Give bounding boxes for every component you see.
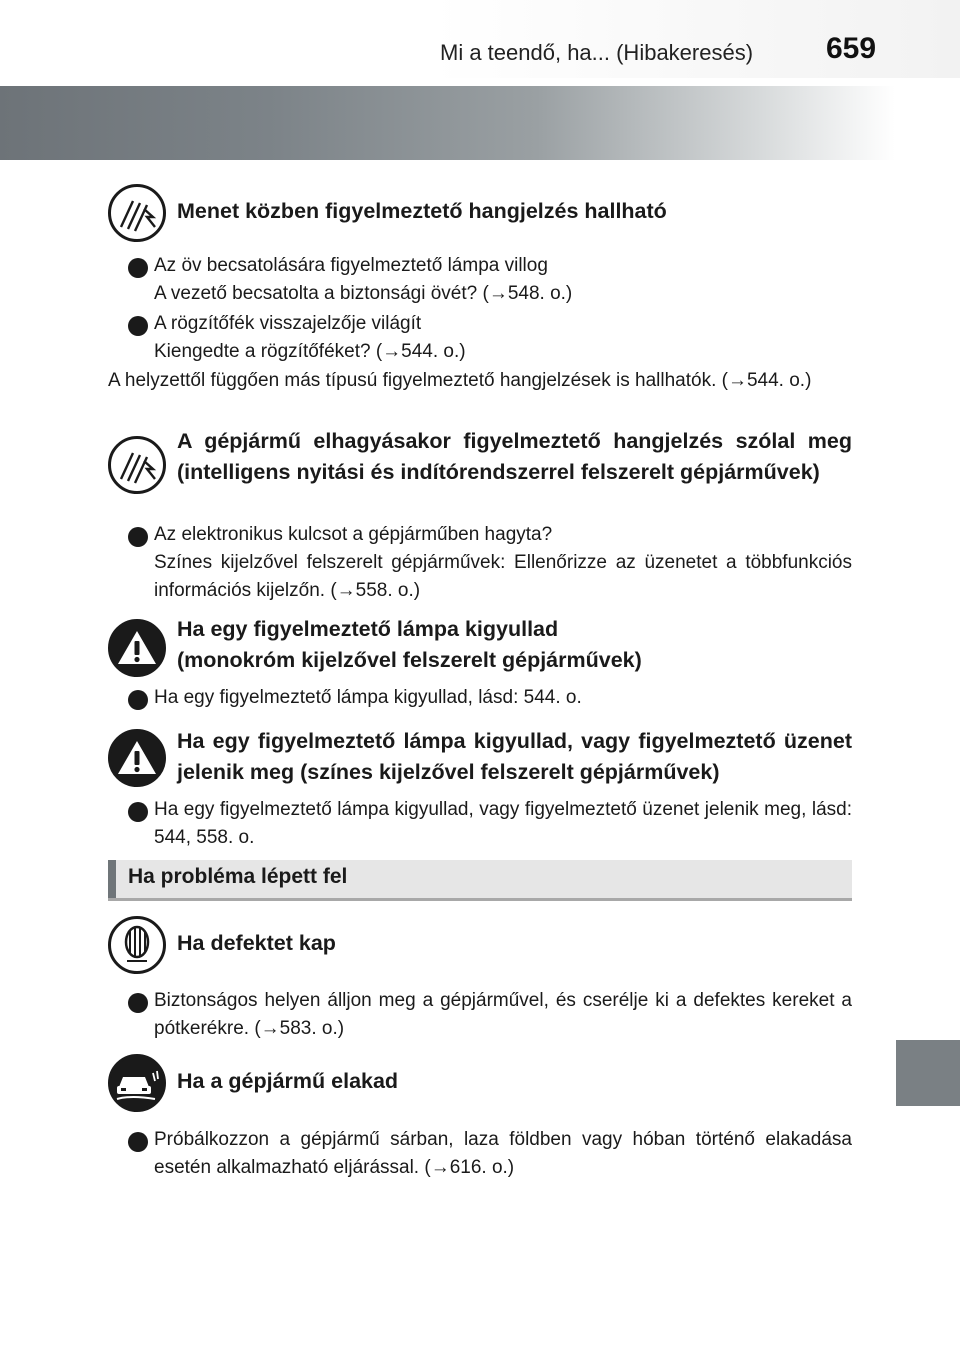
bullet-icon: [128, 527, 148, 547]
header-strip: [0, 0, 960, 78]
bullet-icon: [128, 316, 148, 336]
flat-tire-icon: [108, 916, 166, 974]
section-bar-label: Ha probléma lépett fel: [128, 865, 348, 888]
warning-buzzer-icon: [108, 436, 166, 494]
bullet-text: Az elektronikus kulcsot a gépjárműben hagyta?: [154, 524, 553, 545]
section-heading: A gépjármű elhagyásakor figyelmeztető hangjelzés szólal meg (intelligens nyitási és indítórendszerrel felszerelt gépjárművek): [177, 429, 852, 484]
exclamation-icon: [108, 619, 166, 677]
bullet-text: Kiengedte a rögzítőféket? (→544. o.): [154, 341, 466, 362]
page-number: 659: [826, 32, 877, 65]
section-heading: Ha a gépjármű elakad: [177, 1069, 399, 1093]
bullet-text: Próbálkozzon a gépjármű sárban, laza földben vagy hóban történő elakadása esetén alkalmazható eljárással. (→616. o.): [154, 1129, 852, 1178]
chapter-banner: [0, 86, 895, 160]
exclamation-icon: [108, 729, 166, 787]
bullet-text: Ha egy figyelmeztető lámpa kigyullad, vagy figyelmeztető üzenet jelenik meg, lásd: 544, 558. o.: [154, 799, 852, 848]
section-bar-accent: [108, 860, 116, 898]
bullet-icon: [128, 258, 148, 278]
bullet-text: Az öv becsatolására figyelmeztető lámpa villog: [154, 255, 548, 276]
stuck-car-icon: [108, 1054, 166, 1112]
bullet-text: A rögzítőfék visszajelzője világít: [154, 313, 422, 334]
bullet-text: Ha egy figyelmeztető lámpa kigyullad, lásd: 544. o.: [154, 687, 582, 708]
section-heading: Ha defektet kap: [177, 931, 336, 955]
bullet-icon: [128, 993, 148, 1013]
section-heading: Ha egy figyelmeztető lámpa kigyullad, vagy figyelmeztető üzenet jelenik meg (színes kijelzővel felszerelt gépjárművek): [177, 729, 852, 784]
bullet-text: A vezető becsatolta a biztonsági övét? (→548. o.): [154, 283, 573, 304]
bullet-text: Biztonságos helyen álljon meg a gépjárművel, és cserélje ki a defektes kereket a pótkerékre. (→583. o.): [154, 990, 852, 1039]
bullet-icon: [128, 1132, 148, 1152]
bullet-icon: [128, 802, 148, 822]
section-bar: [108, 860, 852, 901]
bullet-text: Színes kijelzővel felszerelt gépjárművek: Ellenőrizze az üzenetet a többfunkciós információs kijelzőn. (→558. o.): [154, 552, 852, 601]
section-heading: Menet közben figyelmeztető hangjelzés hallható: [177, 199, 667, 223]
chapter-side-tab: [896, 1040, 960, 1106]
note-text: A helyzettől függően más típusú figyelmeztető hangjelzések is hallhatók. (→544. o.): [108, 370, 812, 391]
section-heading: (monokróm kijelzővel felszerelt gépjárművek): [177, 648, 642, 672]
bullet-icon: [128, 690, 148, 710]
chapter-title: Mi a teendő, ha... (Hibakeresés): [440, 40, 754, 65]
section-heading: Ha egy figyelmeztető lámpa kigyullad: [177, 617, 559, 641]
warning-buzzer-icon: [108, 184, 166, 242]
